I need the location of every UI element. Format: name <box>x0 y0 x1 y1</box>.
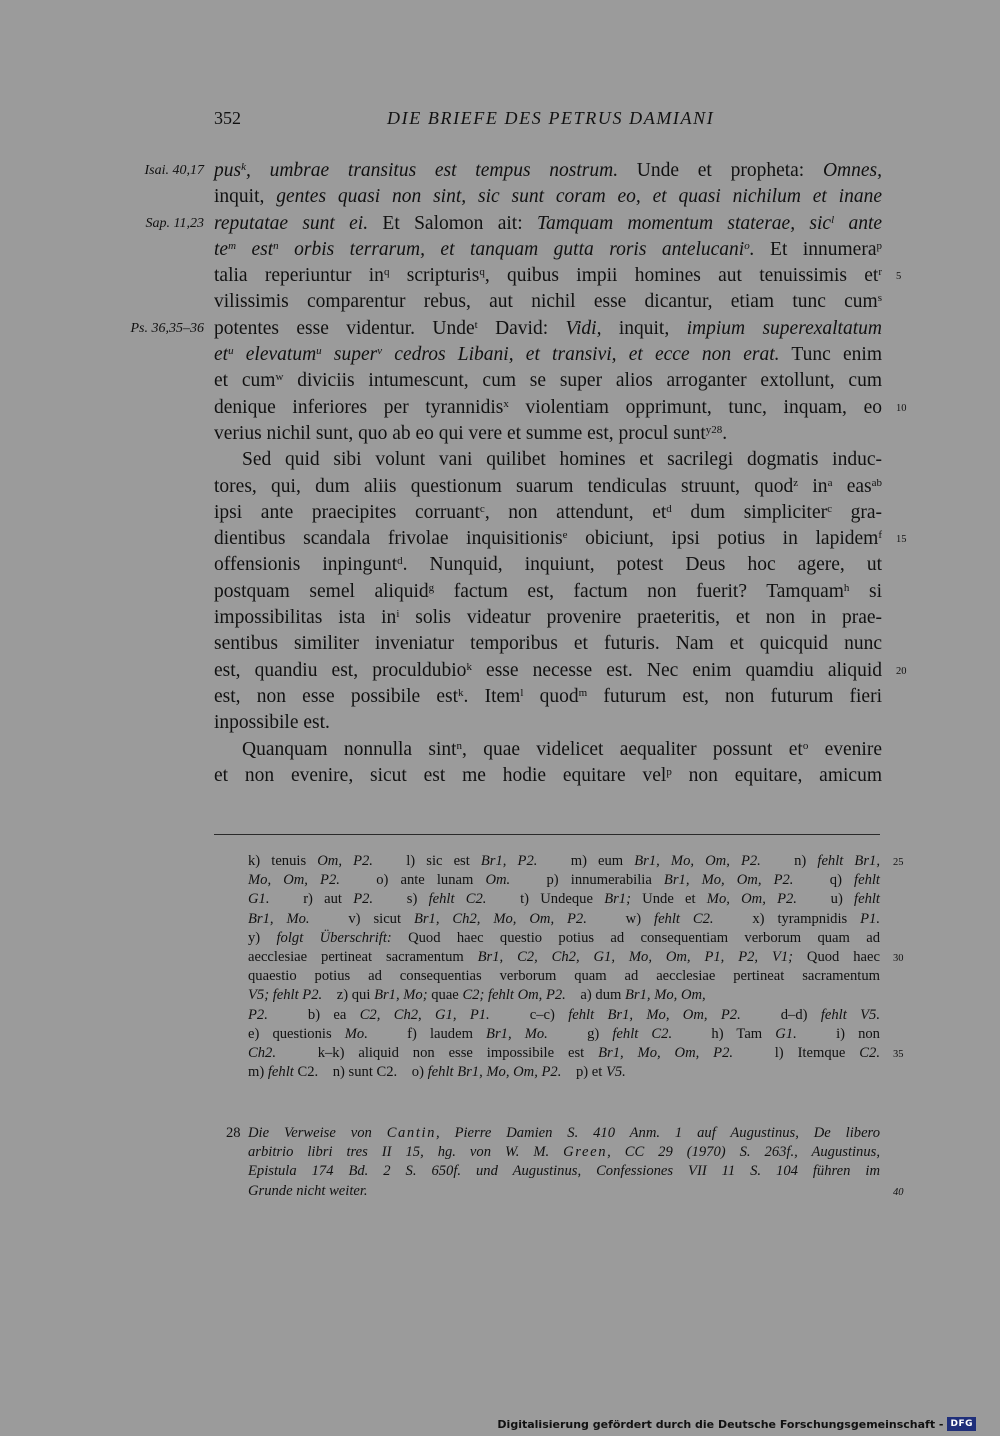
text-line: est, non esse possibile est$^k$. Item$^l$ quod$^m$ futurum est, non futurum fieri <box>214 685 882 707</box>
line-number: 15 <box>896 534 907 546</box>
apparatus-line: quaestio potius ad consequentias verborum quam ad aecclesiae pertineat sacramentum <box>248 968 880 985</box>
text-line: inpossibile est. <box>214 712 330 734</box>
apparatus-line: Mo, Om, P2. o) ante lunam Om. p) innumerabilia Br1, Mo, Om, P2. q) fehlt <box>248 872 880 889</box>
dfg-logo: DFG <box>947 1417 976 1431</box>
text-line: pus$^k$, umbrae transitus est tempus nostrum. Unde et propheta: Omnes, <box>214 160 882 181</box>
text-line: est, quandiu est, proculdubio$^k$ esse necesse est. Nec enim quamdiu aliquid 20 <box>214 658 882 684</box>
footnote-line: Die Verweise von Cantin, Pierre Damien S. 410 Anm. 1 auf Augustinus, De libero <box>248 1125 880 1141</box>
line-number: 10 <box>896 402 907 414</box>
text-line: vilissimis comparentur rebus, aut nichil esse dicantur, etiam tunc cum$^s$ <box>214 291 882 313</box>
footnote-28 <box>248 1124 904 1201</box>
digitization-credit <box>497 1416 976 1432</box>
main-text <box>214 158 907 789</box>
footnote-line: arbitrio libri tres II 15, hg. von W. M. Green, CC 29 (1970) S. 263f., Augustinus, <box>248 1144 880 1161</box>
text-line: verius nichil sunt, quo ab eo qui vere et summe est, procul sunt$^{y28}$. <box>214 422 728 444</box>
text-line: et non evenire, sicut est me hodie equitare vel$^p$ non equitare, amicum <box>214 764 882 786</box>
apparatus-line: Ch2. k–k) aliquid non esse impossibile est Br1, Mo, Om, P2. l) Itemque C2. 35 <box>248 1044 880 1063</box>
line-number: 35 <box>893 1048 904 1060</box>
text-line: sentibus similiter inveniatur temporibus et futuris. Nam et quicquid nunc <box>214 633 882 655</box>
apparatus-line: V5; fehlt P2. z) qui Br1, Mo; quae C2; fehlt Om, P2. a) dum Br1, Mo, Om, <box>248 987 706 1004</box>
text-line: tores, qui, dum aliis questionum suarum tendiculas struunt, quod$^z$ $in^a$ eas$^{ab}$ <box>214 475 882 497</box>
apparatus-line: k) tenuis Om, P2. l) sic est Br1, P2. m) eum Br1, Mo, Om, P2. n) fehlt Br1, 25 <box>248 852 880 871</box>
apparatus-line: P2. b) ea C2, Ch2, G1, P1. c–c) fehlt Br1, Mo, Om, P2. d–d) fehlt V5. <box>248 1006 880 1023</box>
apparatus-line: G1. r) aut P2. s) fehlt C2. t) Undeque Br1; Unde et Mo, Om, P2. u) fehlt <box>248 891 880 908</box>
line-number: 25 <box>893 857 904 868</box>
margin-ref-sapientia: Sap. 11,23 <box>145 216 204 231</box>
footnote-line: Epistula 174 Bd. 2 S. 650f. und Augustinus, Confessiones VII 11 S. 104 führen im <box>248 1163 880 1180</box>
line-number: 40 <box>893 1186 904 1198</box>
text-line: dientibus scandala frivolae inquisitionis$^e$ obiciunt, ipsi potius in lapidem$^f$ 15 <box>214 526 882 552</box>
page-number: 352 <box>214 108 241 128</box>
apparatus-line: m) fehlt C2. n) sunt C2. o) fehlt Br1, Mo, Om, P2. p) et V5. <box>248 1064 626 1081</box>
text-line: $et^u$ elevatum$^u$ super$^v$ cedros Libani, et transivi, et ecce non erat. Tunc enim <box>214 344 882 366</box>
line-number: 30 <box>893 952 904 964</box>
text-line: impossibilitas ista $in^i$ solis videatur provenire praeteritis, et non in prae- <box>214 607 882 629</box>
text-line: ipsi ante praecipites corruant$^c$, non attendunt, $et^d$ dum simpliciter$^c$ gra- <box>214 501 882 523</box>
text-line: $te^m$ est$^n$ orbis terrarum, et tanquam gutta roris antelucani$^o$. Et innumera$^p$ <box>214 238 882 260</box>
text-line: inquit, gentes quasi non sint, sic sunt coram eo, et quasi nichilum et inane <box>214 186 882 208</box>
text-line: postquam semel aliquid$^g$ factum est, factum non fuerit? Tamquam$^h$ si <box>214 580 882 602</box>
line-number: 20 <box>896 665 907 677</box>
text-line: Sed quid sibi volunt vani quilibet homines et sacrilegi dogmatis induc- <box>242 449 882 471</box>
running-title: DIE BRIEFE DES PETRUS DAMIANI <box>387 108 715 128</box>
margin-ref-isaiah: Isai. 40,17 <box>144 163 204 178</box>
footnote-author: Green <box>563 1144 608 1161</box>
text-line: denique inferiores per tyrannidis$^x$ violentiam opprimunt, tunc, inquam, eo 10 <box>214 395 882 421</box>
text-line: et cum$^w$ diviciis intumescunt, cum se super alios arroganter extollunt, cum <box>214 370 882 392</box>
text-line: potentes esse videntur. Unde$^t$ David: Vidi, inquit, impium superexaltatum <box>214 317 882 339</box>
margin-ref-psalm: Ps. 36,35–36 <box>130 321 204 336</box>
apparatus-line: y) folgt Überschrift: Quod haec questio potius ad consequentiam verborum quam ad <box>248 929 880 946</box>
text-line: offensionis inpingunt$^d$. Nunquid, inquiunt, potest Deus hoc agere, ut <box>214 554 882 576</box>
line-number: 5 <box>896 271 902 283</box>
text-line: reputatae sunt ei. Et Salomon ait: Tamquam momentum staterae, sic$^l$ ante <box>214 212 883 234</box>
footnote-line: Grunde nicht weiter. 40 <box>248 1182 880 1201</box>
text-line: Quanquam nonnulla sint$^n$, quae videlicet aequaliter possunt $et^o$ evenire <box>242 738 882 760</box>
footnote-number: 28 <box>226 1125 241 1141</box>
apparatus-line: aecclesiae pertineat sacramentum Br1, C2, Ch2, G1, Mo, Om, P1, P2, V1; Quod haec 30 <box>248 948 880 967</box>
text-line: talia reperiuntur $in^q$ scripturis$^q$, quibus impii homines aut tenuissimis $et^r$ 5 <box>214 263 882 289</box>
apparatus-line: e) questionis Mo. f) laudem Br1, Mo. g) fehlt C2. h) Tam G1. i) non <box>248 1025 880 1042</box>
apparatus-line: Br1, Mo. v) sicut Br1, Ch2, Mo, Om, P2. w) fehlt C2. x) tyrampnidis P1. <box>248 910 880 927</box>
footnote-rule <box>214 834 880 835</box>
critical-apparatus <box>248 852 904 1082</box>
credit-text: Digitalisierung gefördert durch die Deutsche Forschungsgemeinschaft - <box>497 1417 944 1431</box>
footnote-author: Cantin <box>386 1125 437 1141</box>
